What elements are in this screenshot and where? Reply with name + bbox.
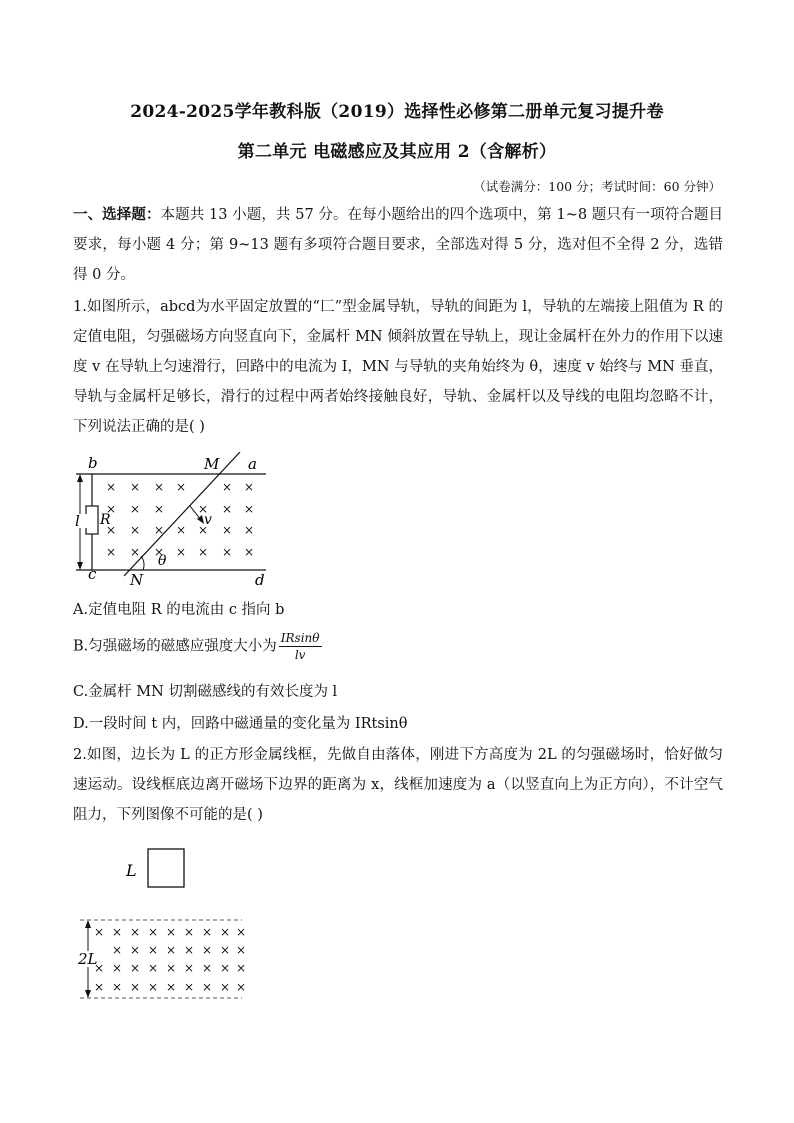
cross-mark: × bbox=[130, 943, 141, 957]
cross-mark: × bbox=[130, 502, 141, 516]
cross-mark: × bbox=[166, 925, 177, 939]
label-L: L bbox=[126, 861, 137, 880]
cross-mark: × bbox=[130, 523, 141, 537]
cross-mark: × bbox=[222, 502, 233, 516]
cross-mark: × bbox=[222, 545, 233, 559]
cross-mark: × bbox=[154, 502, 165, 516]
fraction-numerator: IRsinθ bbox=[280, 631, 320, 645]
q1-option-b bbox=[73, 630, 322, 663]
cross-mark: × bbox=[222, 480, 233, 494]
question-2-figure bbox=[76, 840, 256, 1010]
section-text: 本题共 13 小题，共 57 分。在每小题给出的四个选项中，第 1~8 题只有一项符合题目要求，每小题 4 分；第 9~13 题有多项符合题目要求，全部选对得 5 分，选对但不全得 2 分，选错得 0 分。 bbox=[73, 207, 724, 283]
cross-mark: × bbox=[112, 943, 123, 957]
cross-mark: × bbox=[106, 502, 117, 516]
cross-mark: × bbox=[94, 925, 105, 939]
cross-mark: × bbox=[184, 943, 195, 957]
cross-mark: × bbox=[112, 925, 123, 939]
label-a: a bbox=[248, 455, 257, 473]
exam-meta: （试卷满分：100 分；考试时间：60 分钟） bbox=[473, 179, 721, 194]
label-v: v bbox=[204, 512, 212, 528]
cross-mark: × bbox=[222, 523, 233, 537]
cross-mark: × bbox=[184, 961, 195, 975]
cross-mark: × bbox=[130, 480, 141, 494]
cross-mark: × bbox=[154, 523, 165, 537]
cross-mark: × bbox=[166, 943, 177, 957]
cross-mark: × bbox=[236, 943, 247, 957]
cross-mark: × bbox=[148, 961, 159, 975]
q1-option-a: A.定值电阻 R 的电流由 c 指向 b bbox=[73, 602, 285, 618]
cross-mark: × bbox=[166, 961, 177, 975]
cross-mark: × bbox=[106, 523, 117, 537]
cross-mark: × bbox=[244, 480, 255, 494]
cross-mark: × bbox=[244, 523, 255, 537]
cross-mark: × bbox=[184, 980, 195, 994]
q1-option-c: C.金属杆 MN 切割磁感线的有效长度为 l bbox=[73, 684, 338, 700]
label-2L: 2L bbox=[78, 950, 98, 968]
cross-mark: × bbox=[236, 925, 247, 939]
cross-mark: × bbox=[220, 980, 231, 994]
cross-mark: × bbox=[244, 545, 255, 559]
cross-mark: × bbox=[202, 943, 213, 957]
magnetic-field-crosses bbox=[94, 925, 246, 994]
q1-option-b-text: B.匀强磁场的磁感应强度大小为 bbox=[73, 638, 277, 655]
cross-mark: × bbox=[154, 480, 165, 494]
label-b: b bbox=[88, 454, 98, 472]
label-N: N bbox=[130, 571, 144, 589]
question-1-figure bbox=[70, 452, 270, 590]
cross-mark: × bbox=[148, 925, 159, 939]
cross-mark: × bbox=[176, 545, 187, 559]
cross-mark: × bbox=[198, 545, 209, 559]
cross-mark: × bbox=[176, 523, 187, 537]
cross-mark: × bbox=[202, 925, 213, 939]
cross-mark: × bbox=[236, 980, 247, 994]
section-instructions bbox=[73, 200, 723, 290]
unit-title: 第二单元 电磁感应及其应用 2（含解析） bbox=[237, 142, 557, 162]
cross-mark: × bbox=[220, 961, 231, 975]
square-frame bbox=[148, 849, 184, 887]
cross-mark: × bbox=[176, 480, 187, 494]
cross-mark: × bbox=[236, 961, 247, 975]
cross-mark: × bbox=[198, 502, 209, 516]
question-1-stem: 1.如图所示，abcd为水平固定放置的“匚”型金属导轨，导轨的间距为 l，导轨的左端接上阻值为 R 的定值电阻，匀强磁场方向竖直向下，金属杆 MN 倾斜放置在导轨上，现让金属杆在外力的作用下以速度 v 在导轨上匀速滑行，回路中的电流为 I，MN 与导轨的夹角始终为 θ，速度 v 始终与 MN 垂直，导轨与金属杆足够长，滑行的过程中两者始终接触良好，导轨、金属杆以及导线的电阻均忽略不计，下列说法正确的是( ) bbox=[73, 299, 723, 435]
label-theta: θ bbox=[158, 553, 167, 569]
cross-mark: × bbox=[148, 943, 159, 957]
section-heading: 一、选择题： bbox=[73, 206, 161, 223]
cross-mark: × bbox=[112, 980, 123, 994]
cross-mark: × bbox=[106, 480, 117, 494]
cross-mark: × bbox=[220, 943, 231, 957]
cross-mark: × bbox=[94, 980, 105, 994]
cross-mark: × bbox=[148, 980, 159, 994]
cross-mark: × bbox=[198, 523, 209, 537]
cross-mark: × bbox=[112, 961, 123, 975]
magnetic-field-crosses bbox=[106, 480, 254, 559]
cross-mark: × bbox=[166, 980, 177, 994]
q1-option-b-fraction bbox=[279, 630, 322, 663]
label-c: c bbox=[88, 565, 97, 583]
cross-mark: × bbox=[106, 545, 117, 559]
cross-mark: × bbox=[184, 925, 195, 939]
cross-mark: × bbox=[244, 502, 255, 516]
fraction-denominator: lv bbox=[294, 648, 306, 662]
cross-mark: × bbox=[94, 961, 105, 975]
cross-mark: × bbox=[220, 925, 231, 939]
exam-title: 2024-2025学年教科版（2019）选择性必修第二册单元复习提升卷 bbox=[130, 102, 664, 122]
cross-mark: × bbox=[130, 980, 141, 994]
cross-mark: × bbox=[202, 961, 213, 975]
cross-mark: × bbox=[130, 961, 141, 975]
cross-mark: × bbox=[130, 925, 141, 939]
label-d: d bbox=[255, 571, 265, 589]
cross-mark: × bbox=[202, 980, 213, 994]
cross-mark: × bbox=[130, 545, 141, 559]
label-R: R bbox=[100, 512, 111, 528]
label-l: l bbox=[75, 512, 80, 530]
label-M: M bbox=[204, 455, 220, 473]
question-2-stem: 2.如图，边长为 L 的正方形金属线框，先做自由落体，刚进下方高度为 2L 的匀强磁场时，恰好做匀速运动。设线框底边离开磁场下边界的距离为 x，线框加速度为 a（以竖直向上为正方向），不计空气阻力，下列图像不可能的是( ) bbox=[73, 747, 723, 823]
q1-option-d: D.一段时间 t 内，回路中磁通量的变化量为 IRtsinθ bbox=[73, 716, 408, 732]
cross-mark: × bbox=[154, 545, 165, 559]
